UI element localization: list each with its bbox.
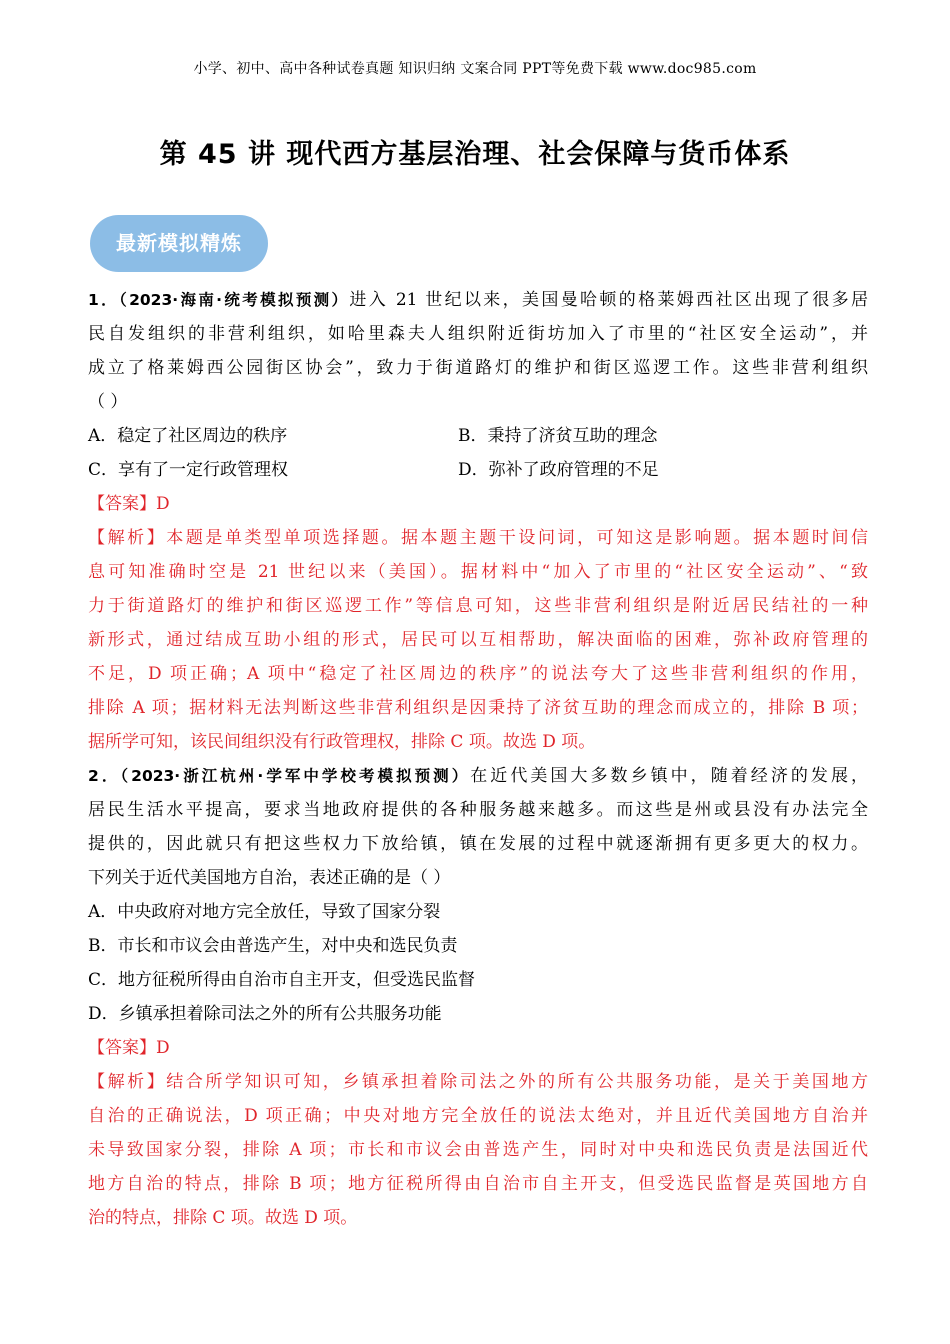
question-stem-line xyxy=(88,759,868,793)
option-label: C． xyxy=(88,970,119,990)
option-label: B． xyxy=(88,936,118,956)
option-text: 地方征税所得由自治市自主开支，但受选民监督 xyxy=(118,970,476,990)
page-title: 第 45 讲 现代西方基层治理、社会保障与货币体系 xyxy=(159,139,791,170)
question-stem-text: 在近代美国大多数乡镇中，随着经济的发展， xyxy=(470,766,868,786)
option-d xyxy=(458,453,828,487)
option-label: A． xyxy=(88,902,118,922)
analysis-line: 未导致国家分裂，排除 A 项；市长和市议会由普选产生，同时对中央和选民负责是法国近代 xyxy=(88,1140,868,1160)
analysis-line: 不足，D 项正确；A 项中“稳定了社区周边的秩序”的说法夸大了这些非营利组织的作用， xyxy=(88,664,868,684)
option-text: 稳定了社区周边的秩序 xyxy=(117,426,288,446)
option-label: C． xyxy=(88,460,119,480)
analysis-line: 自治的正确说法，D 项正确；中央对地方完全放任的说法太绝对，并且近代美国地方自治并 xyxy=(88,1106,868,1126)
question-stem-line: （ ） xyxy=(88,392,128,412)
option-c xyxy=(88,453,458,487)
option-text: 秉持了济贫互助的理念 xyxy=(487,426,658,446)
analysis-label: 【解析】 xyxy=(88,1072,167,1092)
page-header: 小学、初中、高中各种试卷真题 知识归纳 文案合同 PPT等免费下载 www.doc985.com xyxy=(193,61,757,77)
option-c xyxy=(88,963,868,997)
option-label: B． xyxy=(458,426,488,446)
options-row xyxy=(88,419,868,453)
question-1 xyxy=(88,283,868,759)
option-text: 享有了一定行政管理权 xyxy=(118,460,289,480)
option-label: D． xyxy=(88,1004,119,1024)
option-a xyxy=(88,895,868,929)
answer-line xyxy=(88,1031,868,1065)
answer-value: D xyxy=(156,1038,170,1058)
question-stem-line: 民自发组织的非营利组织，如哈里森夫人组织附近街坊加入了市里的“社区安全运动”，并 xyxy=(88,324,868,344)
questions-content xyxy=(88,283,868,1235)
analysis-line: 力于街道路灯的维护和街区巡逻工作”等信息可知，这些非营利组织是附近居民结社的一种 xyxy=(88,596,868,616)
section-badge: 最新模拟精炼 xyxy=(90,215,268,272)
question-stem-text: 进入 21 世纪以来，美国曼哈顿的格莱姆西社区出现了很多居 xyxy=(349,290,868,310)
question-source: （2023·海南·统考模拟预测） xyxy=(119,291,350,309)
option-b xyxy=(88,929,868,963)
analysis-line: 地方自治的特点，排除 B 项；地方征税所得由自治市自主开支，但受选民监督是英国地方自 xyxy=(88,1174,868,1194)
question-number: 1． xyxy=(88,291,119,309)
analysis-line: 治的特点，排除 C 项。故选 D 项。 xyxy=(88,1208,358,1228)
analysis-text: 本题是单类型单项选择题。据本题主题干设问词，可知这是影响题。据本题时间信 xyxy=(166,528,869,548)
options-row xyxy=(88,453,868,487)
option-label: D． xyxy=(458,460,489,480)
question-2 xyxy=(88,759,868,1235)
question-stem-line: 下列关于近代美国地方自治，表述正确的是（ ） xyxy=(88,868,451,888)
analysis-label: 【解析】 xyxy=(88,528,167,548)
option-text: 乡镇承担着除司法之外的所有公共服务功能 xyxy=(118,1004,442,1024)
analysis-line: 新形式，通过结成互助小组的形式，居民可以互相帮助，解决面临的困难，弥补政府管理的 xyxy=(88,630,868,650)
analysis-line: 据所学可知，该民间组织没有行政管理权，排除 C 项。故选 D 项。 xyxy=(88,732,596,752)
question-source: （2023·浙江杭州·学军中学校考模拟预测） xyxy=(120,767,471,785)
analysis-line: 息可知准确时空是 21 世纪以来（美国）。据材料中“加入了市里的“社区安全运动”、“致 xyxy=(88,562,868,582)
option-label: A． xyxy=(88,426,118,446)
question-stem-line: 成立了格莱姆西公园街区协会”，致力于街道路灯的维护和街区巡逻工作。这些非营利组织 xyxy=(88,358,868,378)
answer-label: 【答案】 xyxy=(88,494,156,514)
option-b xyxy=(458,419,828,453)
analysis-line: 排除 A 项；据材料无法判断这些非营利组织是因秉持了济贫互助的理念而成立的，排除 B 项； xyxy=(88,698,868,718)
option-text: 中央政府对地方完全放任，导致了国家分裂 xyxy=(117,902,441,922)
answer-line xyxy=(88,487,868,521)
option-d xyxy=(88,997,868,1031)
option-text: 弥补了政府管理的不足 xyxy=(488,460,659,480)
answer-value: D xyxy=(156,494,170,514)
question-stem-line xyxy=(88,283,868,317)
analysis-line xyxy=(88,1065,868,1099)
analysis-text: 结合所学知识可知，乡镇承担着除司法之外的所有公共服务功能，是关于美国地方 xyxy=(166,1072,869,1092)
answer-label: 【答案】 xyxy=(88,1038,156,1058)
question-stem-line: 提供的，因此就只有把这些权力下放给镇，镇在发展的过程中就逐渐拥有更多更大的权力。 xyxy=(88,834,868,854)
question-number: 2． xyxy=(88,767,121,785)
option-text: 市长和市议会由普选产生，对中央和选民负责 xyxy=(117,936,458,956)
question-stem-line: 居民生活水平提高，要求当地政府提供的各种服务越来越多。而这些是州或县没有办法完全 xyxy=(88,800,868,820)
analysis-line xyxy=(88,521,868,555)
option-a xyxy=(88,419,458,453)
